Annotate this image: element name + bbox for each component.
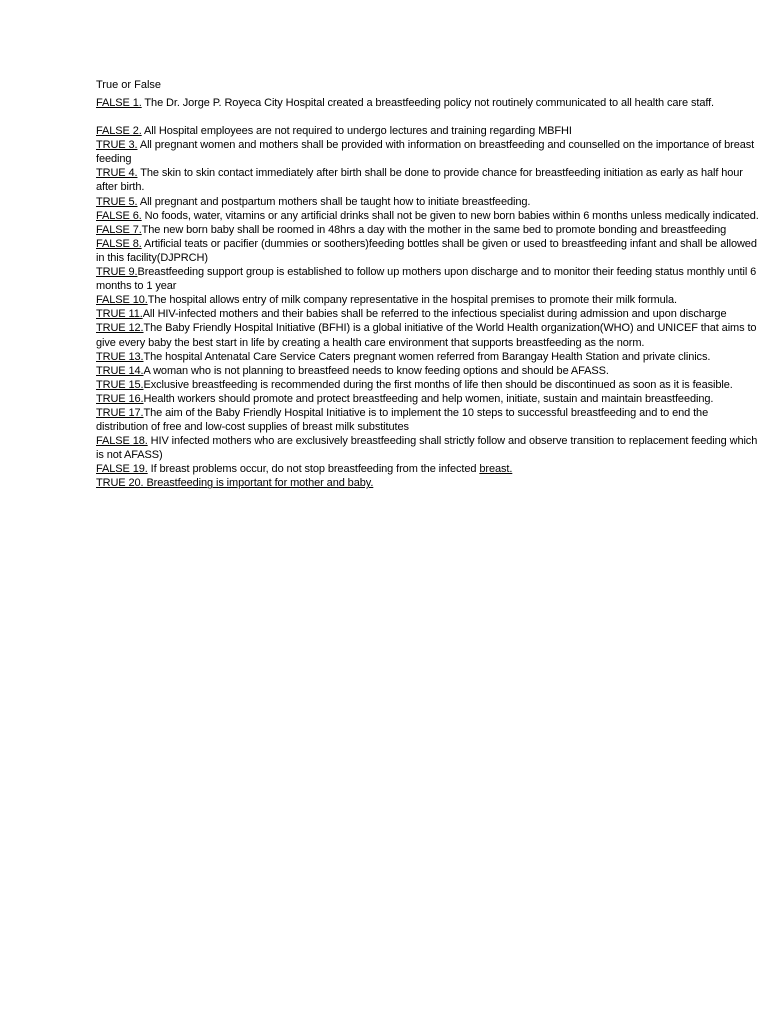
item-label: TRUE 17. (96, 406, 144, 419)
item-label: TRUE 5. (96, 195, 138, 208)
item-label: FALSE 6. (96, 209, 142, 222)
item-text: The Baby Friendly Hospital Initiative (BFHI) is a global initiative of the World Health organization(WHO) and UNICEF that aims to give every baby the best start in life by creating a health care environment that supports breastfeeding as the norm. (96, 322, 757, 349)
item-text: The skin to skin contact immediately after birth shall be done to provide chance for breastfeeding initiation as early as half hour after birth. (96, 167, 743, 194)
list-item (96, 237, 760, 265)
list-item (96, 476, 760, 490)
list-item (96, 195, 760, 209)
list-item (96, 209, 760, 223)
item-text: All pregnant women and mothers shall be provided with information on breastfeeding and counselled on the importance of breast feeding (96, 139, 755, 166)
item-text: No foods, water, vitamins or any artificial drinks shall not be given to new born babies within 6 months unless medically indicated. (141, 209, 759, 222)
item-text: The hospital allows entry of milk company representative in the hospital premises to promote their milk formula. (147, 294, 677, 307)
item-label: TRUE 20. Breastfeeding is important for mother and baby. (96, 477, 374, 490)
list-item (96, 307, 760, 321)
item-label: FALSE 19. (96, 463, 148, 476)
item-text: A woman who is not planning to breastfeed needs to know feeding options and should be AFASS. (143, 364, 609, 377)
item-label: FALSE 18. (96, 435, 148, 448)
item-label: TRUE 3. (96, 139, 138, 152)
list-item (96, 392, 760, 406)
list-item (96, 166, 760, 194)
list-item (96, 378, 760, 392)
item-label: FALSE 10. (96, 294, 148, 307)
list-item (96, 124, 760, 138)
item-text: Breastfeeding support group is established to follow up mothers upon discharge and to monitor their feeding status monthly until 6 months to 1 year (96, 266, 757, 293)
item-text: All Hospital employees are not required to undergo lectures and training regarding MBFHI (141, 125, 572, 138)
list-item (96, 364, 760, 378)
item-label: FALSE 1. (96, 97, 142, 109)
item-label: TRUE 9. (96, 266, 138, 279)
item-text: Exclusive breastfeeding is recommended during the first months of life then should be discontinued as soon as it is feasible. (143, 378, 733, 391)
list-item (96, 350, 760, 364)
item-label: TRUE 15. (96, 378, 144, 391)
list-item (96, 321, 760, 349)
item-label: TRUE 12. (96, 322, 144, 335)
item-label: TRUE 14. (96, 364, 144, 377)
list-item (96, 96, 760, 110)
list-item (96, 293, 760, 307)
item-label: FALSE 2. (96, 125, 142, 138)
list-item (96, 223, 760, 237)
document-title: True or False (96, 79, 162, 91)
item-text: The new born baby shall be roomed in 48hrs a day with the mother in the same bed to promote bonding and breastfeeding (141, 223, 727, 236)
list-item (96, 462, 760, 476)
item-label: FALSE 8. (96, 237, 142, 250)
document-page (96, 78, 760, 491)
item-text: Health workers should promote and protect breastfeeding and help women, initiate, sustain and maintain breastfeeding. (143, 392, 714, 405)
list-item (96, 138, 760, 166)
item-text: Artificial teats or pacifier (dummies or soothers)feeding bottles shall be given or used to breastfeeding infant and shall be allowed in this facility(DJPRCH) (96, 237, 757, 264)
item-text: All pregnant and postpartum mothers shall be taught how to initiate breastfeeding. (137, 195, 531, 208)
item-text: The hospital Antenatal Care Service Caters pregnant women referred from Barangay Health Station and private clinics. (143, 350, 711, 363)
item-text: HIV infected mothers who are exclusively breastfeeding shall strictly follow and observe transition to replacement feeding which is not AFASS) (96, 435, 758, 462)
list-item (96, 406, 760, 434)
item-label: FALSE 7. (96, 223, 142, 236)
item-text: If breast problems occur, do not stop breastfeeding from the infected (147, 463, 480, 476)
item-text: The aim of the Baby Friendly Hospital Initiative is to implement the 10 steps to successful breastfeeding and to end the distribution of free and low-cost supplies of breast milk substitutes (96, 406, 709, 434)
list-item (96, 265, 760, 293)
item-label: TRUE 11. (96, 308, 143, 321)
list-item (96, 434, 760, 462)
item-label: TRUE 13. (96, 350, 144, 363)
item-text-underlined: breast. (479, 463, 513, 476)
item-text: All HIV-infected mothers and their babies shall be referred to the infectious specialist during admission and upon discharge (142, 308, 727, 321)
item-label: TRUE 4. (96, 167, 138, 180)
item-label: TRUE 16. (96, 392, 144, 405)
item-text: The Dr. Jorge P. Royeca City Hospital created a breastfeeding policy not routinely communicated to all health care staff. (141, 97, 715, 109)
